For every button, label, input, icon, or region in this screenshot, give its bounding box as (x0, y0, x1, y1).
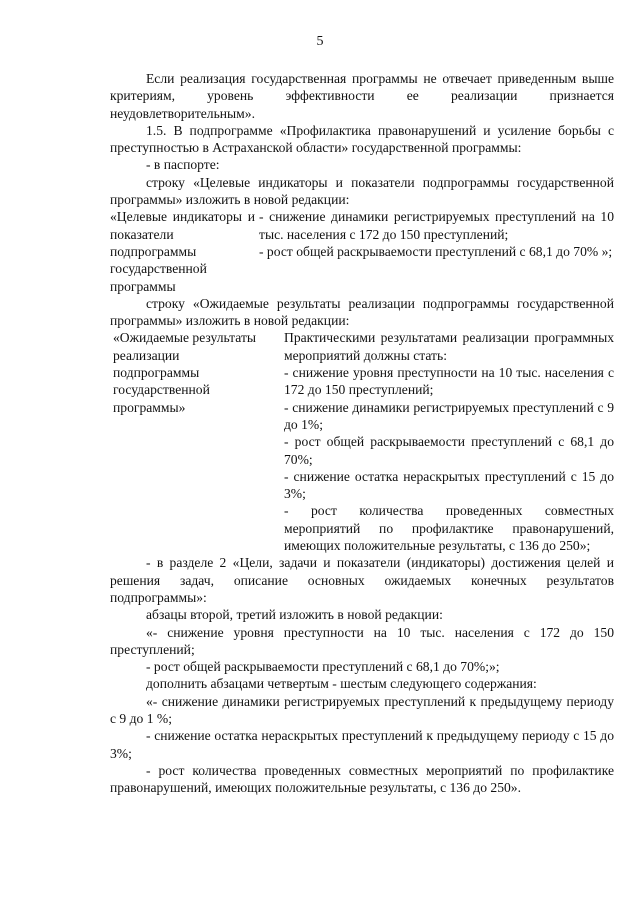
results-item: - снижение динамики регистрируемых преступлений с 9 до 1%; (284, 399, 614, 432)
paragraph-subprogram: 1.5. В подпрограмме «Профилактика правонарушений и усиление борьбы с преступностью в Астраханской области» государственной программы: (110, 122, 614, 156)
paragraph-criteria: Если реализация государственная программы не отвечает приведенным выше критериям, уровень эффективности ее реализации признается неудовлетворительным». (110, 71, 614, 121)
indicators-item: - рост общей раскрываемости преступлений с 68,1 до 70% »; (259, 243, 613, 259)
page-number: 5 (316, 34, 324, 49)
results-item: - снижение уровня преступности на 10 тыс. населения с 172 до 150 преступлений; (284, 365, 614, 398)
results-table-values (268, 329, 614, 554)
indicators-table-values (255, 208, 614, 294)
paragraph-abzacy: абзацы второй, третий изложить в новой редакции: (146, 607, 443, 623)
indicators-table (110, 208, 614, 294)
paragraph-indicators-row: строку «Целевые индикаторы и показатели подпрограммы государственной программы» изложить в новой редакции: (110, 174, 614, 208)
paragraph-supplement: дополнить абзацами четвертым - шестым следующего содержания: (146, 676, 537, 692)
paragraph-unsolved: - снижение остатка нераскрытых преступлений к предыдущему периоду с 15 до 3%; (110, 728, 614, 761)
paragraph-dynamics: «- снижение динамики регистрируемых преступлений к предыдущему периоду с 9 до 1 %; (110, 693, 614, 726)
document-body (110, 70, 614, 796)
results-item: - рост количества проведенных совместных мероприятий по профилактике правонарушений, имеющих положительные результаты, с 136 до 250»; (284, 503, 614, 554)
paragraph-results-row: строку «Ожидаемые результаты реализации подпрограммы государственной программы» изложить в новой редакции: (110, 295, 614, 329)
indicators-table-label: «Целевые индикаторы и показатели подпрограммы государственной программы (110, 209, 255, 294)
results-intro: Практическими результатами реализации программных мероприятий должны стать: (284, 330, 614, 363)
results-table-label: «Ожидаемые результаты реализации подпрограммы государственной программы» (113, 330, 257, 415)
paragraph-joint-events: - рост количества проведенных совместных мероприятий по профилактике правонарушений, имеющих положительные результаты, с 136 до 250». (110, 762, 614, 796)
paragraph-passport: - в паспорте: (146, 157, 220, 173)
paragraph-section-2: - в разделе 2 «Цели, задачи и показатели (индикаторы) достижения целей и решения задач, описание основных ожидаемых конечных результатов подпрограммы»: (110, 555, 614, 605)
paragraph-crime-level: «- снижение уровня преступности на 10 тыс. населения с 172 до 150 преступлений; (110, 624, 614, 657)
results-table (110, 329, 614, 554)
results-item: - рост общей раскрываемости преступлений с 68,1 до 70%; (284, 434, 614, 467)
paragraph-detection-rate: - рост общей раскрываемости преступлений с 68,1 до 70%;»; (146, 659, 500, 675)
results-item: - снижение остатка нераскрытых преступлений с 15 до 3%; (284, 468, 614, 502)
indicators-item: - снижение динамики регистрируемых преступлений на 10 тыс. населения с 172 до 150 преступлений; (259, 209, 614, 242)
